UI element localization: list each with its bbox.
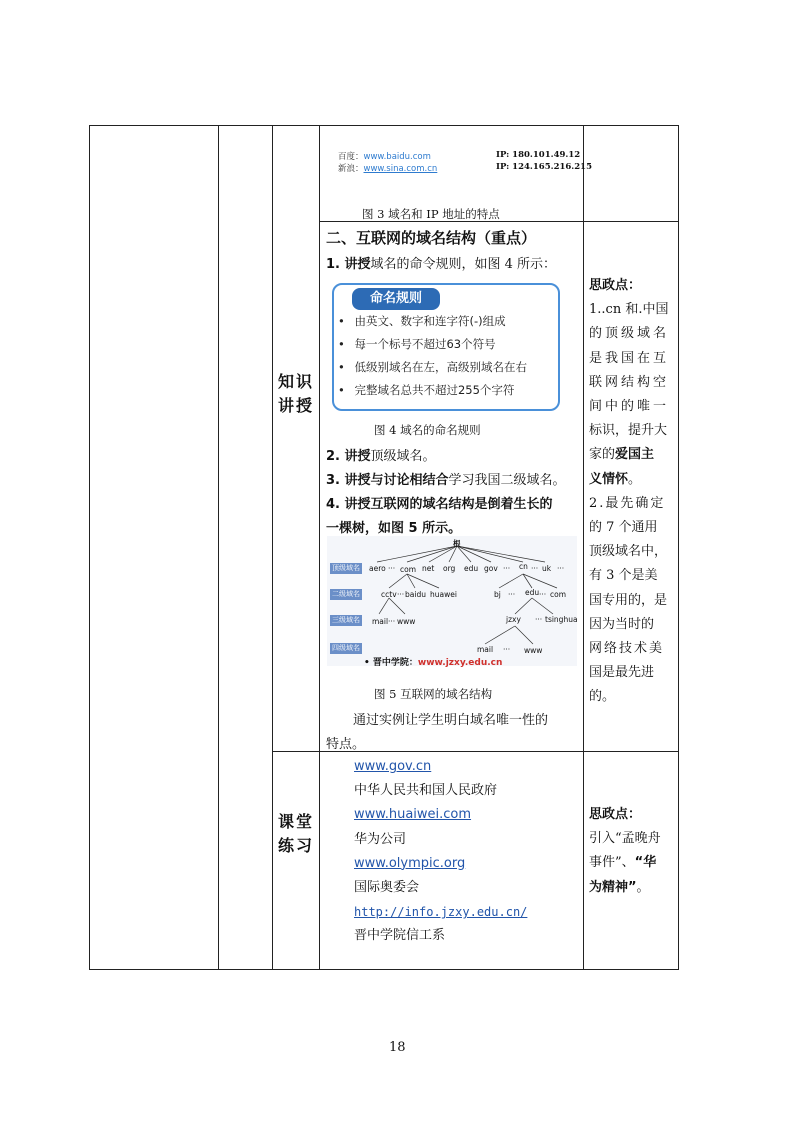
tree-node: edu	[525, 588, 540, 597]
fig3-row2-label: 新浪：	[338, 164, 364, 174]
tree-node: cn	[519, 562, 528, 571]
fig3-row1-label: 百度：	[338, 152, 364, 162]
section3-label: 课堂 练习	[278, 812, 315, 855]
fig3-caption: 图 3 域名和 IP 地址的特点	[362, 207, 500, 221]
tree-node: ···	[388, 564, 396, 573]
rule-item: • 完整域名总共不超过255个字符	[338, 383, 515, 397]
page-number: 18	[389, 1040, 406, 1055]
tree-node: www	[524, 646, 543, 655]
tree-note: • 晋中学院：www.jzxy.edu.cn	[364, 658, 503, 668]
para-5-line1: 通过实例让学生明白域名唯一性的	[353, 713, 549, 728]
tree-node: ···	[531, 564, 539, 573]
para-1: 1. 讲授域名的命令规则，如图 4 所示：	[326, 257, 557, 272]
tree-level-1: 顶级域名	[332, 564, 360, 572]
tree-node: jzxy	[506, 615, 521, 624]
tree-node: com	[400, 565, 417, 574]
tree-node: ···	[535, 615, 543, 624]
tree-node: ···	[508, 590, 516, 599]
tree-node: www	[397, 617, 416, 626]
tree-node: edu	[464, 564, 479, 573]
section2-label-line1: 知识	[278, 372, 315, 391]
practice-desc: 国际奥委会	[354, 880, 420, 896]
tree-level-2: 二级域名	[332, 590, 360, 598]
fig4-caption: 图 4 域名的命名规则	[374, 423, 481, 437]
tree-node: com	[550, 590, 567, 599]
para-2: 2. 讲授顶级域名。	[326, 449, 436, 464]
fig3-row2-domain[interactable]: www.sina.com.cn	[363, 164, 438, 174]
tree-level-4: 四级域名	[332, 644, 360, 652]
naming-rules-title: 命名规则	[352, 288, 440, 310]
practice-desc: 晋中学院信工系	[354, 928, 446, 944]
practice-desc: 中华人民共和国人民政府	[354, 783, 498, 799]
tree-node: ···	[388, 617, 396, 626]
tree-node: tsinghua	[545, 615, 578, 624]
practice-link[interactable]: www.olympic.org	[354, 855, 466, 871]
fig3-row1-ip: IP: 180.101.49.12	[496, 150, 581, 160]
tree-node: net	[422, 564, 435, 573]
fig5-caption: 图 5 互联网的域名结构	[374, 687, 493, 701]
tree-node: ···	[557, 564, 565, 573]
para-4-line2: 一棵树，如图 5 所示。	[326, 521, 462, 536]
tree-node: aero	[369, 564, 386, 573]
tree-level-3: 三级域名	[332, 616, 360, 624]
para-4-line1: 4. 讲授互联网的域名结构是倒着生长的	[326, 497, 553, 512]
tree-node: bj	[494, 590, 501, 599]
tree-node: gov	[484, 564, 498, 573]
practice-link[interactable]: www.huaiwei.com	[354, 807, 472, 823]
tree-node: ···	[397, 590, 405, 599]
tree-node: ···	[503, 645, 511, 654]
rule-item: • 每一个标号不超过63个符号	[338, 337, 496, 351]
tree-node: uk	[542, 564, 552, 573]
rule-item: • 由英文、数字和连字符(-)组成	[338, 314, 506, 328]
tree-root: 根	[453, 539, 461, 548]
practice-link[interactable]: www.gov.cn	[354, 759, 432, 774]
section2-heading: 二、互联网的域名结构（重点）	[326, 229, 537, 247]
tree-node: cctv	[381, 590, 397, 599]
tree-node: baidu	[405, 590, 426, 599]
tree-node: mail	[477, 645, 494, 654]
tree-node: org	[443, 564, 456, 573]
fig3-row2-ip: IP: 124.165.216.215	[496, 162, 593, 172]
section2-label	[278, 370, 314, 418]
practice-desc: 华为公司	[354, 831, 407, 847]
section3-ideology-note: 思政点： 引入“孟晚舟 事件”、“华 为精神”。	[589, 807, 661, 895]
tree-node: ···	[503, 564, 511, 573]
tree-node: huawei	[430, 590, 457, 599]
fig3-row1-domain[interactable]: www.baidu.com	[363, 152, 431, 162]
rule-item: • 低级别域名在左，高级别域名在右	[338, 360, 527, 374]
para-5-line2: 特点。	[326, 737, 366, 752]
practice-list	[354, 755, 527, 949]
practice-link[interactable]: http://info.jzxy.edu.cn/	[354, 905, 528, 920]
section2-label-line2: 讲授	[278, 396, 315, 415]
section2-ideology-note: 思政点： 1..cn 和.中国 的顶级域名 是我国在互 联网结构空 间中的唯一 标识，提升大 家的爱国主 义情怀。 2.最先确定 的 7 个通用 顶级域名中， 有 3 个是美 国专用的，是 因为当时的 网络技术美 国是最先进 的。	[589, 278, 670, 705]
tree-node: ···	[539, 590, 547, 599]
tree-node: mail	[372, 617, 389, 626]
para-3: 3. 讲授与讨论相结合学习我国二级域名。	[326, 473, 566, 488]
